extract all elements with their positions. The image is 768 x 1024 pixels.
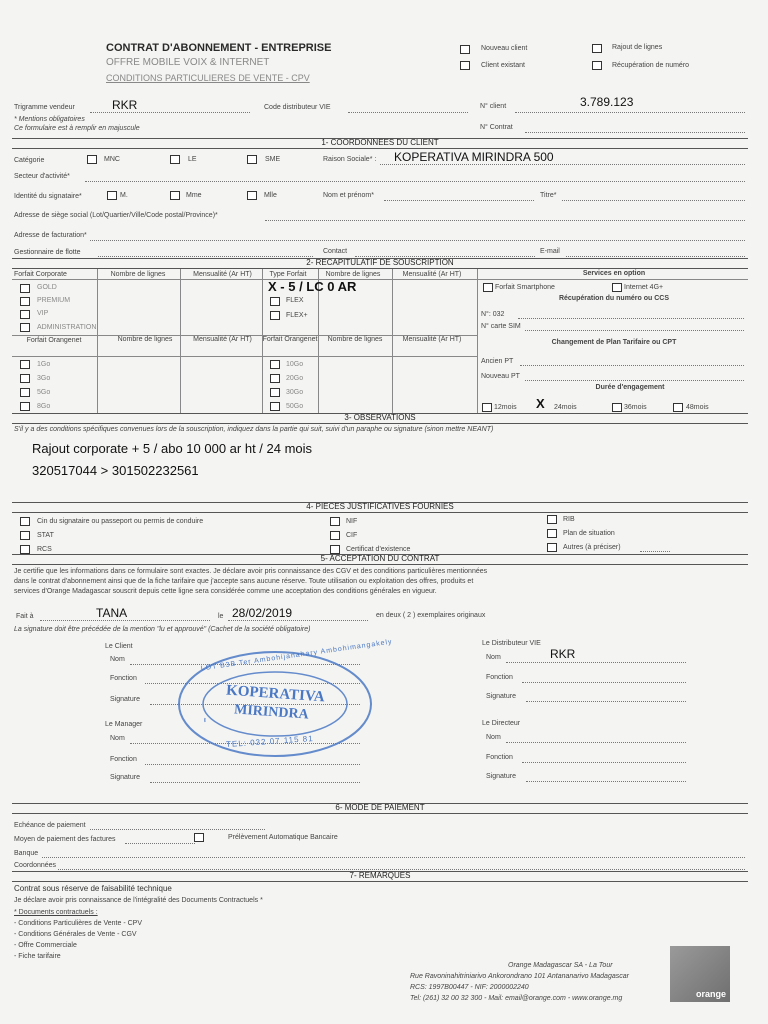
feasibility-note: Contrat sous réserve de faisabilité technique bbox=[14, 884, 172, 893]
client-signature-label: Signature bbox=[110, 696, 140, 703]
billing-label: Adresse de facturation* bbox=[14, 232, 87, 239]
place-line bbox=[40, 620, 210, 621]
distributor-name-label: Nom bbox=[486, 654, 501, 661]
civ-mme-label: Mme bbox=[186, 192, 202, 199]
client-no-line bbox=[515, 112, 745, 113]
orangenet-vline-1 bbox=[97, 335, 98, 413]
director-signature-line bbox=[526, 781, 686, 782]
director-signature-label: Signature bbox=[486, 773, 516, 780]
plan-gold-checkbox[interactable] bbox=[20, 284, 30, 293]
email-line bbox=[566, 256, 745, 257]
plan-gold-label: GOLD bbox=[37, 284, 57, 291]
section6-title: 6- MODE DE PAIEMENT bbox=[335, 803, 425, 812]
orangenet-50go-checkbox[interactable] bbox=[270, 402, 280, 411]
recovery-sim-line bbox=[525, 330, 744, 331]
handwritten-type-value[interactable]: X - 5 / LC 0 AR bbox=[268, 279, 357, 294]
duration-24-label: 24mois bbox=[554, 404, 577, 411]
observations-line2[interactable]: 320517044 > 301502232561 bbox=[32, 463, 199, 478]
address-label: Adresse de siège social (Lot/Quartier/Ville/Code postal/Province)* bbox=[14, 212, 218, 219]
section2-title: 2- RECAPITULATIF DE SOUSCRIPTION bbox=[306, 258, 454, 267]
method-line bbox=[125, 843, 195, 844]
table-vline-5 bbox=[392, 269, 393, 335]
doc-item-offer: - Offre Commerciale bbox=[14, 942, 77, 949]
client-title: Le Client bbox=[105, 643, 133, 650]
col-monthly3: Mensualité (Ar HT) bbox=[193, 336, 252, 343]
stamp-line1: KOPERATIVA bbox=[225, 682, 326, 706]
orangenet-3go-checkbox[interactable] bbox=[20, 374, 30, 383]
duration-12-checkbox[interactable] bbox=[482, 403, 492, 412]
orange-logo-text: orange bbox=[695, 989, 726, 999]
col-orangenet2: Forfait Orangenet bbox=[262, 336, 318, 343]
due-label: Echéance de paiement bbox=[14, 822, 86, 829]
new-pt-label: Nouveau PT bbox=[481, 373, 520, 380]
doc-item-cpv: - Conditions Particulières de Vente - CPV bbox=[14, 920, 143, 927]
type-flexplus-label: FLEX+ bbox=[286, 312, 308, 319]
old-pt-label: Ancien PT bbox=[481, 358, 514, 365]
cat-mnc-checkbox[interactable] bbox=[87, 155, 97, 164]
director-name-label: Nom bbox=[486, 734, 501, 741]
distributor-signature-label: Signature bbox=[486, 693, 516, 700]
services-rule bbox=[477, 279, 748, 280]
civ-mme-checkbox[interactable] bbox=[170, 191, 180, 200]
recovery-no-line bbox=[518, 318, 744, 319]
contract-no-line bbox=[525, 132, 745, 133]
add-lines-checkbox[interactable] bbox=[592, 44, 602, 53]
date-label: le bbox=[218, 613, 224, 620]
direct-debit-checkbox[interactable] bbox=[194, 833, 204, 842]
orangenet-10go-checkbox[interactable] bbox=[270, 360, 280, 369]
name-line bbox=[384, 200, 534, 201]
distributor-code-line bbox=[348, 112, 468, 113]
section1-title: 1- COORDONNEES DU CLIENT bbox=[321, 138, 439, 147]
recovery-label: Récupération de numéro bbox=[612, 62, 690, 69]
section2-rule-bottom bbox=[12, 268, 748, 269]
bank-line bbox=[42, 857, 745, 858]
table-vline-2 bbox=[180, 269, 181, 335]
doc-rcs-label: RCS bbox=[37, 546, 52, 553]
footer-contact: Tel: (261) 32 00 32 300 - Mail: email@orange.com - www.orange.mg bbox=[410, 995, 623, 1002]
name-label: Nom et prénom* bbox=[323, 192, 374, 199]
doc-stat-checkbox[interactable] bbox=[20, 531, 30, 540]
old-pt-line bbox=[520, 365, 744, 366]
type-flex-label: FLEX bbox=[286, 297, 304, 304]
contract-subtitle: OFFRE MOBILE VOIX & INTERNET bbox=[106, 57, 270, 68]
trigram-value[interactable]: RKR bbox=[112, 98, 138, 112]
plan-premium-checkbox[interactable] bbox=[20, 297, 30, 306]
place-label: Fait à bbox=[16, 613, 34, 620]
sector-line bbox=[85, 181, 745, 182]
new-client-label: Nouveau client bbox=[481, 45, 528, 52]
orangenet-20go-label: 20Go bbox=[286, 375, 304, 382]
recovery-no: N°: 032 bbox=[481, 311, 505, 318]
doc-plan-checkbox[interactable] bbox=[547, 529, 557, 538]
section7-rule-bottom bbox=[12, 881, 748, 882]
contract-no-label: N° Contrat bbox=[480, 124, 513, 131]
col-type: Type Forfait bbox=[269, 271, 307, 278]
director-name-line bbox=[506, 742, 686, 743]
client-no-value[interactable]: 3.789.123 bbox=[580, 95, 634, 109]
observations-instruction: S'il y a des conditions spécifiques convenues lors de la souscription, indiquez dans la partie qui suit, suivi d'un paraphe ou signature (sinon mettre NEANT) bbox=[14, 426, 494, 433]
director-function-label: Fonction bbox=[486, 754, 513, 761]
doc-other-line bbox=[640, 551, 670, 552]
services-title: Services en option bbox=[582, 270, 646, 277]
orangenet-8go-label: 8Go bbox=[37, 403, 51, 410]
doc-other-checkbox[interactable] bbox=[547, 543, 557, 552]
plan-premium-label: PREMIUM bbox=[37, 297, 71, 304]
duration-24-mark[interactable]: X bbox=[536, 396, 545, 411]
contact-line bbox=[355, 256, 535, 257]
type-flex-checkbox[interactable] bbox=[270, 297, 280, 306]
client-no-label: N° client bbox=[480, 103, 507, 110]
orangenet-50go-label: 50Go bbox=[286, 403, 304, 410]
client-name-label: Nom bbox=[110, 656, 125, 663]
distributor-signature-line bbox=[526, 701, 686, 702]
distributor-name-value[interactable]: RKR bbox=[550, 647, 576, 661]
copies-label: en deux ( 2 ) exemplaires originaux bbox=[376, 612, 486, 619]
doc-nif-label: NIF bbox=[346, 518, 358, 525]
recovery-title: Récupération du numéro ou CCS bbox=[558, 295, 670, 302]
doc-cin-label: Cin du signataire ou passeport ou permis de conduire bbox=[37, 518, 204, 525]
civ-mlle-label: Mlle bbox=[264, 192, 277, 199]
doc-rcs-checkbox[interactable] bbox=[20, 545, 30, 554]
trigram-line bbox=[90, 112, 250, 113]
doc-rib-label: RIB bbox=[563, 516, 575, 523]
stamp-top-text: LOT B3B Ter Ambohijanahary Ambohimangakely bbox=[200, 638, 394, 673]
orangenet-5go-checkbox[interactable] bbox=[20, 388, 30, 397]
civ-mlle-checkbox[interactable] bbox=[247, 191, 257, 200]
bank-label: Banque bbox=[14, 850, 39, 857]
place-value[interactable]: TANA bbox=[96, 606, 128, 620]
doc-cin-checkbox[interactable] bbox=[20, 517, 30, 526]
section3-rule-bottom bbox=[12, 423, 748, 424]
doc-plan-label: Plan de situation bbox=[563, 530, 615, 537]
table-header-rule bbox=[12, 279, 477, 280]
signatory-label: Identité du signataire* bbox=[14, 193, 82, 200]
caps-note: Ce formulaire est à remplir en majuscule bbox=[14, 125, 140, 132]
section4-rule-bottom bbox=[12, 512, 748, 513]
manager-function-line bbox=[145, 764, 360, 765]
footer-address: Rue Ravoninahitriniarivo Ankorondrano 101 Antananarivo Madagascar bbox=[410, 973, 629, 980]
address-line bbox=[265, 220, 745, 221]
orangenet-vline-2 bbox=[180, 335, 181, 413]
cat-sme-checkbox[interactable] bbox=[247, 155, 257, 164]
duration-48-label: 48mois bbox=[686, 404, 709, 411]
cat-le-label: LE bbox=[188, 156, 197, 163]
company-line bbox=[380, 164, 745, 165]
orange-logo bbox=[670, 946, 730, 1002]
stamp-bottom-text: TEL: 032 07 115 81 bbox=[225, 733, 314, 750]
distributor-function-line bbox=[522, 682, 686, 683]
docs-title: * Documents contractuels : bbox=[14, 909, 98, 916]
col-monthly2: Mensualité (Ar HT) bbox=[402, 271, 462, 278]
section6-rule-bottom bbox=[12, 813, 748, 814]
col-lines2: Nombre de lignes bbox=[325, 271, 381, 278]
type-flexplus-checkbox[interactable] bbox=[270, 311, 280, 320]
title-label: Titre* bbox=[540, 192, 557, 199]
contact-label: Contact bbox=[323, 248, 348, 255]
orangenet-30go-checkbox[interactable] bbox=[270, 388, 280, 397]
orangenet-3go-label: 3Go bbox=[37, 375, 51, 382]
distributor-title: Le Distributeur VIE bbox=[482, 640, 541, 647]
section7-title: 7- REMARQUES bbox=[349, 871, 411, 880]
manager-title: Le Manager bbox=[105, 721, 143, 728]
table-vline-1 bbox=[97, 269, 98, 335]
director-function-line bbox=[522, 762, 686, 763]
recovery-sim: N° carte SIM bbox=[481, 323, 521, 330]
plan-administration-checkbox[interactable] bbox=[20, 323, 30, 332]
orangenet-header-rule bbox=[12, 356, 477, 357]
doc-existence-label: Certificat d'existence bbox=[346, 546, 411, 553]
signature-note: La signature doit être précédée de la mention "lu et approuvé" (Cachet de la société obligatoire) bbox=[14, 626, 311, 633]
footer-company: Orange Madagascar SA - La Tour bbox=[508, 962, 613, 969]
col-lines4: Nombre de lignes bbox=[327, 336, 383, 343]
doc-nif-checkbox[interactable] bbox=[330, 517, 340, 526]
account-line bbox=[58, 869, 745, 870]
doc-cif-label: CIF bbox=[346, 532, 358, 539]
account-label: Coordonnées bbox=[14, 862, 57, 869]
col-lines3: Nombre de lignes bbox=[117, 336, 173, 343]
date-line bbox=[228, 620, 368, 621]
company-label: Raison Sociale* : bbox=[323, 156, 377, 163]
plan-vip-checkbox[interactable] bbox=[20, 310, 30, 319]
distributor-function-label: Fonction bbox=[486, 674, 513, 681]
orangenet-30go-label: 30Go bbox=[286, 389, 304, 396]
plan-administration-label: ADMINISTRATION bbox=[37, 324, 97, 331]
duration-48-checkbox[interactable] bbox=[673, 403, 683, 412]
new-pt-line bbox=[525, 380, 744, 381]
new-client-checkbox[interactable] bbox=[460, 45, 470, 54]
doc-rib-checkbox[interactable] bbox=[547, 515, 557, 524]
fleet-manager-line bbox=[98, 256, 313, 257]
director-title: Le Directeur bbox=[482, 720, 521, 727]
duration-12-label: 12mois bbox=[494, 404, 517, 411]
direct-debit-label: Prélèvement Automatique Bancaire bbox=[228, 834, 338, 841]
orangenet-1go-checkbox[interactable] bbox=[20, 360, 30, 369]
col-lines: Nombre de lignes bbox=[110, 271, 166, 278]
billing-line bbox=[90, 240, 745, 241]
section5-rule-bottom bbox=[12, 564, 748, 565]
civ-m-checkbox[interactable] bbox=[107, 191, 117, 200]
manager-name-line bbox=[130, 743, 360, 744]
table-vline-6 bbox=[477, 269, 478, 413]
footer-rcs: RCS: 1997B00447 - NIF: 2000002240 bbox=[410, 984, 529, 991]
service-internet-label: Internet 4G+ bbox=[624, 284, 664, 291]
contract-subtitle-cpv: CONDITIONS PARTICULIERES DE VENTE - CPV bbox=[106, 73, 310, 83]
doc-cif-checkbox[interactable] bbox=[330, 531, 340, 540]
service-smartphone-checkbox[interactable] bbox=[483, 283, 493, 292]
date-value[interactable]: 28/02/2019 bbox=[232, 606, 293, 620]
orangenet-8go-checkbox[interactable] bbox=[20, 402, 30, 411]
orangenet-10go-label: 10Go bbox=[286, 361, 304, 368]
duration-36-checkbox[interactable] bbox=[612, 403, 622, 412]
col-monthly4: Mensualité (Ar HT) bbox=[402, 336, 462, 343]
trigram-label: Trigramme vendeur bbox=[14, 104, 75, 111]
add-lines-label: Rajout de lignes bbox=[612, 44, 663, 51]
section1-rule-bottom bbox=[12, 148, 748, 149]
manager-function-label: Fonction bbox=[110, 756, 137, 763]
email-label: E-mail bbox=[540, 248, 560, 255]
existing-client-label: Client existant bbox=[481, 62, 525, 69]
mandatory-note: * Mentions obligatoires bbox=[14, 116, 85, 123]
plan-vip-label: VIP bbox=[37, 310, 49, 317]
manager-signature-line bbox=[150, 782, 360, 783]
change-title: Changement de Plan Tarifaire ou CPT bbox=[551, 339, 677, 346]
section4-title: 4- PIECES JUSTIFICATIVES FOURNIES bbox=[306, 502, 454, 511]
orangenet-5go-label: 5Go bbox=[37, 389, 51, 396]
col-plan: Forfait Corporate bbox=[14, 271, 67, 278]
doc-stat-label: STAT bbox=[37, 532, 54, 539]
sector-label: Secteur d'activité* bbox=[14, 173, 70, 180]
declare-text: Je déclare avoir pris connaissance de l'intégralité des Documents Contractuels * bbox=[14, 897, 263, 904]
table-vline-3 bbox=[262, 269, 263, 335]
orangenet-vline-3 bbox=[262, 335, 263, 413]
duration-36-label: 36mois bbox=[624, 404, 647, 411]
distributor-name-line bbox=[506, 662, 686, 663]
doc-item-cgv: - Conditions Générales de Vente - CGV bbox=[14, 931, 137, 938]
acceptance-text-2: dans le contrat d'abonnement ainsi que de la fiche tarifaire que j'accepte sans aucune réserve. Toute utilisation ou exploitation des offres, produits et bbox=[14, 578, 474, 585]
recovery-checkbox[interactable] bbox=[592, 61, 602, 70]
doc-existence-checkbox[interactable] bbox=[330, 545, 340, 554]
section5-title: 5- ACCEPTATION DU CONTRAT bbox=[320, 554, 440, 563]
category-label: Catégorie bbox=[14, 157, 45, 164]
manager-name-label: Nom bbox=[110, 735, 125, 742]
col-orangenet: Forfait Orangenet bbox=[26, 337, 82, 344]
cat-le-checkbox[interactable] bbox=[170, 155, 180, 164]
fleet-manager-label: Gestionnaire de flotte bbox=[14, 249, 81, 256]
orangenet-vline-4 bbox=[318, 335, 319, 413]
section3-title: 3- OBSERVATIONS bbox=[344, 413, 416, 422]
acceptance-text-3: services d'Orange Madagascar souscrit depuis cette ligne sera considérée comme une acceptation des conditions générales en vigueur. bbox=[14, 588, 437, 595]
orangenet-vline-5 bbox=[392, 335, 393, 413]
contract-title: CONTRAT D'ABONNEMENT - ENTREPRISE bbox=[106, 42, 332, 54]
service-smartphone-label: Forfait Smartphone bbox=[495, 284, 555, 291]
orangenet-1go-label: 1Go bbox=[37, 361, 51, 368]
cat-mnc-label: MNC bbox=[104, 156, 120, 163]
existing-client-checkbox[interactable] bbox=[460, 61, 470, 70]
stamp-line2: MIRINDRA bbox=[233, 702, 310, 723]
civ-m-label: M. bbox=[120, 192, 128, 199]
doc-item-pricing: - Fiche tarifaire bbox=[14, 953, 61, 960]
doc-other-label: Autres (à préciser) bbox=[563, 544, 621, 551]
due-line bbox=[90, 829, 265, 830]
service-internet-checkbox[interactable] bbox=[612, 283, 622, 292]
distributor-code-label: Code distributeur VIE bbox=[264, 104, 331, 111]
cat-sme-label: SME bbox=[265, 156, 281, 163]
company-value[interactable]: KOPERATIVA MIRINDRA 500 bbox=[394, 150, 554, 164]
title-line bbox=[562, 200, 745, 201]
col-monthly: Mensualité (Ar HT) bbox=[193, 271, 252, 278]
acceptance-text-1: Je certifie que les informations dans ce formulaire sont exactes. Je déclare avoir pris connaissance des CGV et des conditions particulières mentionnées bbox=[14, 568, 488, 575]
method-label: Moyen de paiement des factures bbox=[14, 836, 116, 843]
manager-signature-label: Signature bbox=[110, 774, 140, 781]
duration-title: Durée d'engagement bbox=[595, 384, 665, 391]
observations-line1[interactable]: Rajout corporate + 5 / abo 10 000 ar ht / 24 mois bbox=[32, 441, 313, 456]
client-function-label: Fonction bbox=[110, 675, 137, 682]
orangenet-20go-checkbox[interactable] bbox=[270, 374, 280, 383]
